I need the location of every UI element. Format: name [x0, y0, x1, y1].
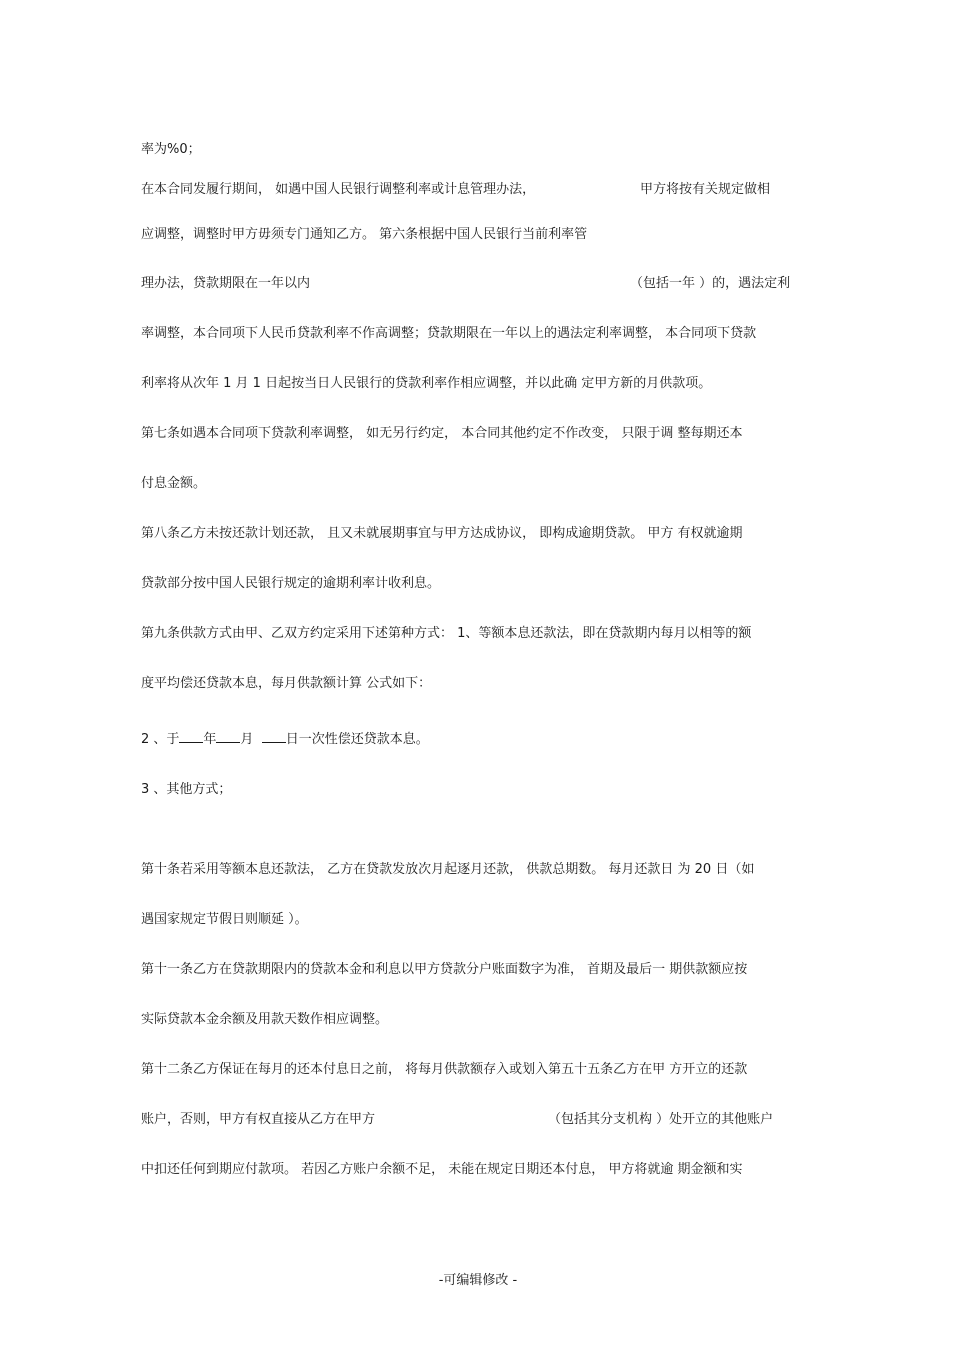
month-blank	[216, 730, 240, 743]
text-line: 第十一条乙方在贷款期限内的贷款本金和利息以甲方贷款分户账面数字为准， 首期及最后一 期供款额应按	[141, 962, 748, 977]
text-line-segment: 甲方将按有关规定做相	[640, 182, 771, 197]
text-line: 度平均偿还贷款本息，每月供款额计算 公式如下：	[141, 676, 432, 691]
text-line: 贷款部分按中国人民银行规定的逾期利率计收利息。	[141, 576, 441, 591]
text-segment: 年	[203, 732, 217, 747]
text-line: 利率将从次年 1 月 1 日起按当日人民银行的贷款利率作相应调整，并以此确 定甲方新的月供款项。	[141, 376, 712, 391]
text-line: 第十二条乙方保证在每月的还本付息日之前， 将每月供款额存入或划入第五十五条乙方在甲 方开立的还款	[141, 1062, 748, 1077]
date-fill-line	[141, 730, 429, 749]
text-line: 率调整，本合同项下人民币贷款利率不作高调整；贷款期限在一年以上的遇法定利率调整， 本合同项下贷款	[141, 326, 757, 341]
year-blank	[179, 730, 203, 743]
text-line: 率为%0；	[141, 142, 201, 157]
text-line: 实际贷款本金余额及用款天数作相应调整。	[141, 1012, 389, 1027]
text-line: 第十条若采用等额本息还款法， 乙方在贷款发放次月起逐月还款， 供款总期数。 每月还款日 为 20 日（如	[141, 862, 755, 877]
text-line: 在本合同发履行期间， 如遇中国人民银行调整利率或计息管理办法，	[141, 182, 536, 197]
text-line: 付息金额。	[141, 476, 207, 491]
text-line: 理办法，贷款期限在一年以内	[141, 276, 311, 291]
text-line-segment: （包括其分支机构 ）处开立的其他账户	[548, 1112, 774, 1127]
text-segment: 2 、于	[141, 732, 180, 747]
text-segment: 日一次性偿还贷款本息。	[285, 732, 429, 747]
text-line: 账户，否则，甲方有权直接从乙方在甲方	[141, 1112, 376, 1127]
text-line: 第九条供款方式由甲、乙双方约定采用下述第种方式： 1、等额本息还款法，即在贷款期内每月以相等的额	[141, 626, 752, 641]
text-line: 第八条乙方未按还款计划还款， 且又未就展期事宜与甲方达成协议， 即构成逾期贷款。 甲方 有权就逾期	[141, 526, 743, 541]
text-line-segment: （包括一年 ）的，遇法定利	[630, 276, 791, 291]
text-segment: 月	[240, 732, 254, 747]
text-line: 应调整，调整时甲方毋须专门通知乙方。 第六条根据中国人民银行当前利率管	[141, 227, 588, 242]
text-line: 第七条如遇本合同项下贷款利率调整， 如无另行约定， 本合同其他约定不作改变， 只限于调 整每期还本	[141, 426, 743, 441]
text-line: 遇国家规定节假日则顺延 ）。	[141, 912, 308, 927]
day-blank	[262, 730, 286, 743]
page-footer: -可编辑修改 -	[438, 1273, 518, 1288]
text-line: 3 、其他方式；	[141, 782, 232, 797]
text-line: 中扣还任何到期应付款项。 若因乙方账户余额不足， 未能在规定日期还本付息， 甲方将就逾 期金额和实	[141, 1162, 743, 1177]
